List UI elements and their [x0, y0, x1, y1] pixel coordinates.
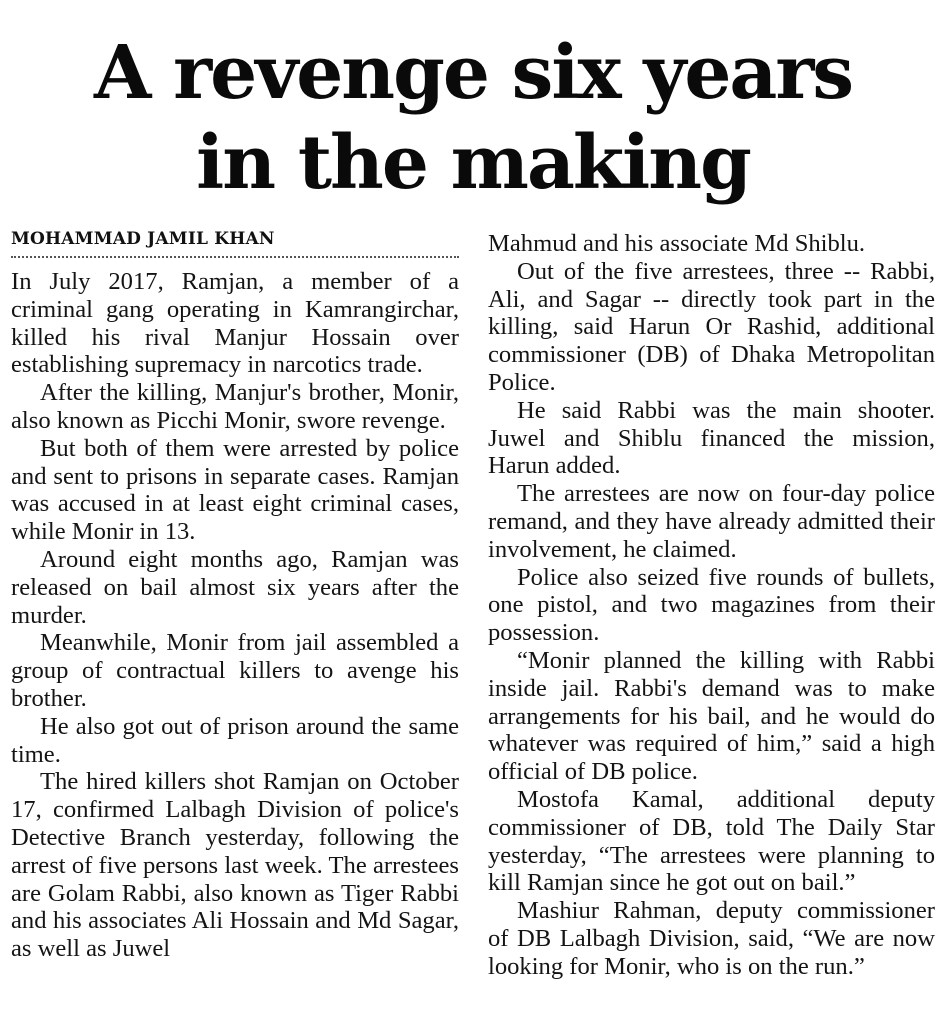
paragraph: Around eight months ago, Ramjan was released on bail almost six years after the murder. — [11, 545, 459, 629]
paragraph: Mashiur Rahman, deputy commissioner of DB Lalbagh Division, said, “We are now looking for Monir, who is on the run.” — [488, 897, 935, 980]
paragraph: Police also seized five rounds of bullets, one pistol, and two magazines from their possession. — [488, 563, 935, 647]
paragraph: He said Rabbi was the main shooter. Juwel and Shiblu financed the mission, Harun added. — [488, 396, 935, 480]
paragraph: The arrestees are now on four-day police remand, and they have already admitted their involvement, he claimed. — [488, 480, 935, 563]
paragraph: Mostofa Kamal, additional deputy commissioner of DB, told The Daily Star yesterday, “The arrestees were planning to kill Ramjan since he got out on bail.” — [488, 785, 935, 897]
paragraph: After the killing, Manjur's brother, Monir, also known as Picchi Monir, swore revenge. — [11, 379, 459, 434]
byline-divider — [11, 256, 459, 258]
headline-line-2: in the making — [196, 120, 750, 206]
paragraph: He also got out of prison around the same time. — [11, 712, 459, 768]
byline: MOHAMMAD JAMIL KHAN — [11, 229, 275, 249]
article-column-right — [488, 230, 935, 981]
headline — [0, 28, 946, 208]
paragraph: Out of the five arrestees, three -- Rabbi, Ali, and Sagar -- directly took part in the killing, said Harun Or Rashid, additional commissioner (DB) of Dhaka Metropolitan Police. — [488, 257, 935, 396]
paragraph: But both of them were arrested by police and sent to prisons in separate cases. Ramjan was accused in at least eight criminal cases, while Monir in 13. — [11, 434, 459, 546]
paragraph: In July 2017, Ramjan, a member of a criminal gang operating in Kamrangirchar, killed his rival Manjur Hossain over establishing supremacy in narcotics trade. — [11, 268, 459, 379]
paragraph: “Monir planned the killing with Rabbi inside jail. Rabbi's demand was to make arrangements for his bail, and he would do whatever was required of him,” said a high official of DB police. — [488, 646, 935, 786]
paragraph: The hired killers shot Ramjan on October 17, confirmed Lalbagh Division of police's Detective Branch yesterday, following the arrest of five persons last week. The arrestees are Golam Rabbi, also known as Tiger Rabbi and his associates Ali Hossain and Md Sagar, as well as Juwel — [11, 768, 459, 963]
paragraph-continued: Mahmud and his associate Md Shiblu. — [488, 230, 866, 257]
paragraph: Meanwhile, Monir from jail assembled a group of contractual killers to avenge his brother. — [11, 629, 459, 712]
headline-line-1: A revenge six years — [93, 30, 853, 116]
article-column-left — [11, 228, 459, 963]
